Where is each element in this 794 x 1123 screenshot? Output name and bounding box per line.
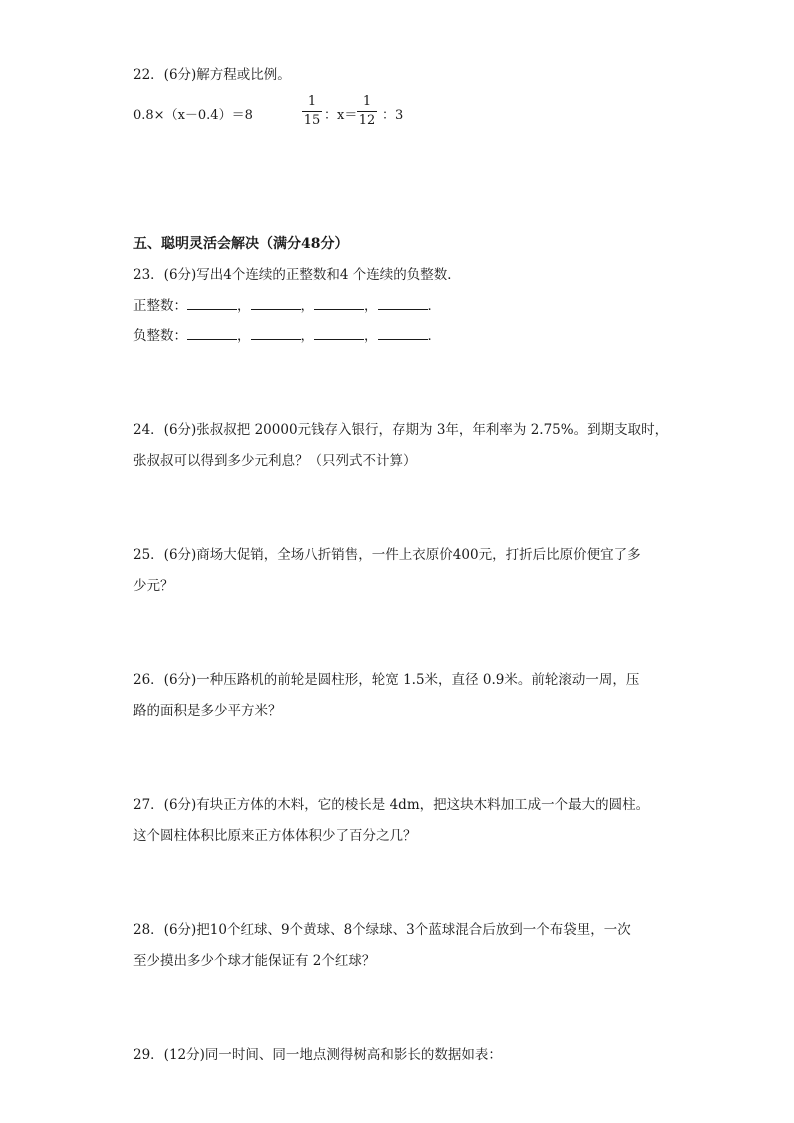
separator: ， [237,298,251,314]
fraction-bar [357,111,377,112]
fraction-numerator: 1 [307,94,317,109]
q22-title: 22．(6分)解方程或比例。 [133,67,291,83]
section-5-title: 五、聪明灵活会解决（满分48分） [133,236,349,252]
end-mark: ． [427,298,441,314]
negative-blank-2[interactable] [251,327,301,340]
q22-equation-1: 0.8×（x－0.4）＝8 [133,108,253,123]
fraction-bar [302,111,322,112]
separator: ， [364,298,378,314]
negative-label: 负整数： [133,328,187,344]
positive-blank-4[interactable] [378,297,428,310]
negative-blank-3[interactable] [314,327,364,340]
negative-blank-4[interactable] [378,327,428,340]
q29-line-1: 29．(12分)同一时间、同一地点测得树高和影长的数据如表： [133,1047,502,1063]
q28-line-2: 至少摸出多少个球才能保证有 2个红球？ [133,953,376,969]
q22-fraction-2 [357,94,377,129]
q25-line-1: 25．(6分)商场大促销，全场八折销售，一件上衣原价400元，打折后比原价便宜了多 [133,547,641,563]
q28-line-1: 28．(6分)把10个红球、9个黄球、8个绿球、3个蓝球混合后放到一个布袋里，一次 [133,922,631,938]
q22-equation-2-middle: ：x＝ [324,108,358,123]
fraction-numerator: 1 [362,94,372,109]
separator: ， [300,328,314,344]
negative-blank-1[interactable] [187,327,237,340]
q22-fraction-1 [302,94,322,129]
separator: ， [364,328,378,344]
end-mark: ． [427,328,441,344]
q25-line-2: 少元？ [133,578,174,594]
q24-line-1: 24．(6分)张叔叔把 20000元钱存入银行，存期为 3年，年利率为 2.75%。到期支取时， [133,422,669,438]
q27-line-1: 27．(6分)有块正方体的木料，它的棱长是 4dm，把这块木料加工成一个最大的圆柱。 [133,797,650,813]
q24-line-2: 张叔叔可以得到多少元利息？（只列式不计算） [133,453,417,469]
q23-title: 23．(6分)写出4个连续的正整数和4 个连续的负整数． [133,267,461,283]
q26-line-1: 26．(6分)一种压路机的前轮是圆柱形，轮宽 1.5米，直径 0.9米。前轮滚动一周，压 [133,672,640,688]
q23-negative-row [133,327,441,345]
separator: ， [300,298,314,314]
positive-blank-1[interactable] [187,297,237,310]
positive-blank-2[interactable] [251,297,301,310]
positive-blank-3[interactable] [314,297,364,310]
fraction-denominator: 12 [358,113,376,128]
q22-equation-2-end: ：3 [382,108,404,123]
q23-positive-row [133,297,441,315]
positive-label: 正整数： [133,298,187,314]
fraction-denominator: 15 [303,113,321,128]
separator: ， [237,328,251,344]
q26-line-2: 路的面积是多少平方米？ [133,703,282,719]
q27-line-2: 这个圆柱体积比原来正方体体积少了百分之几？ [133,828,417,844]
